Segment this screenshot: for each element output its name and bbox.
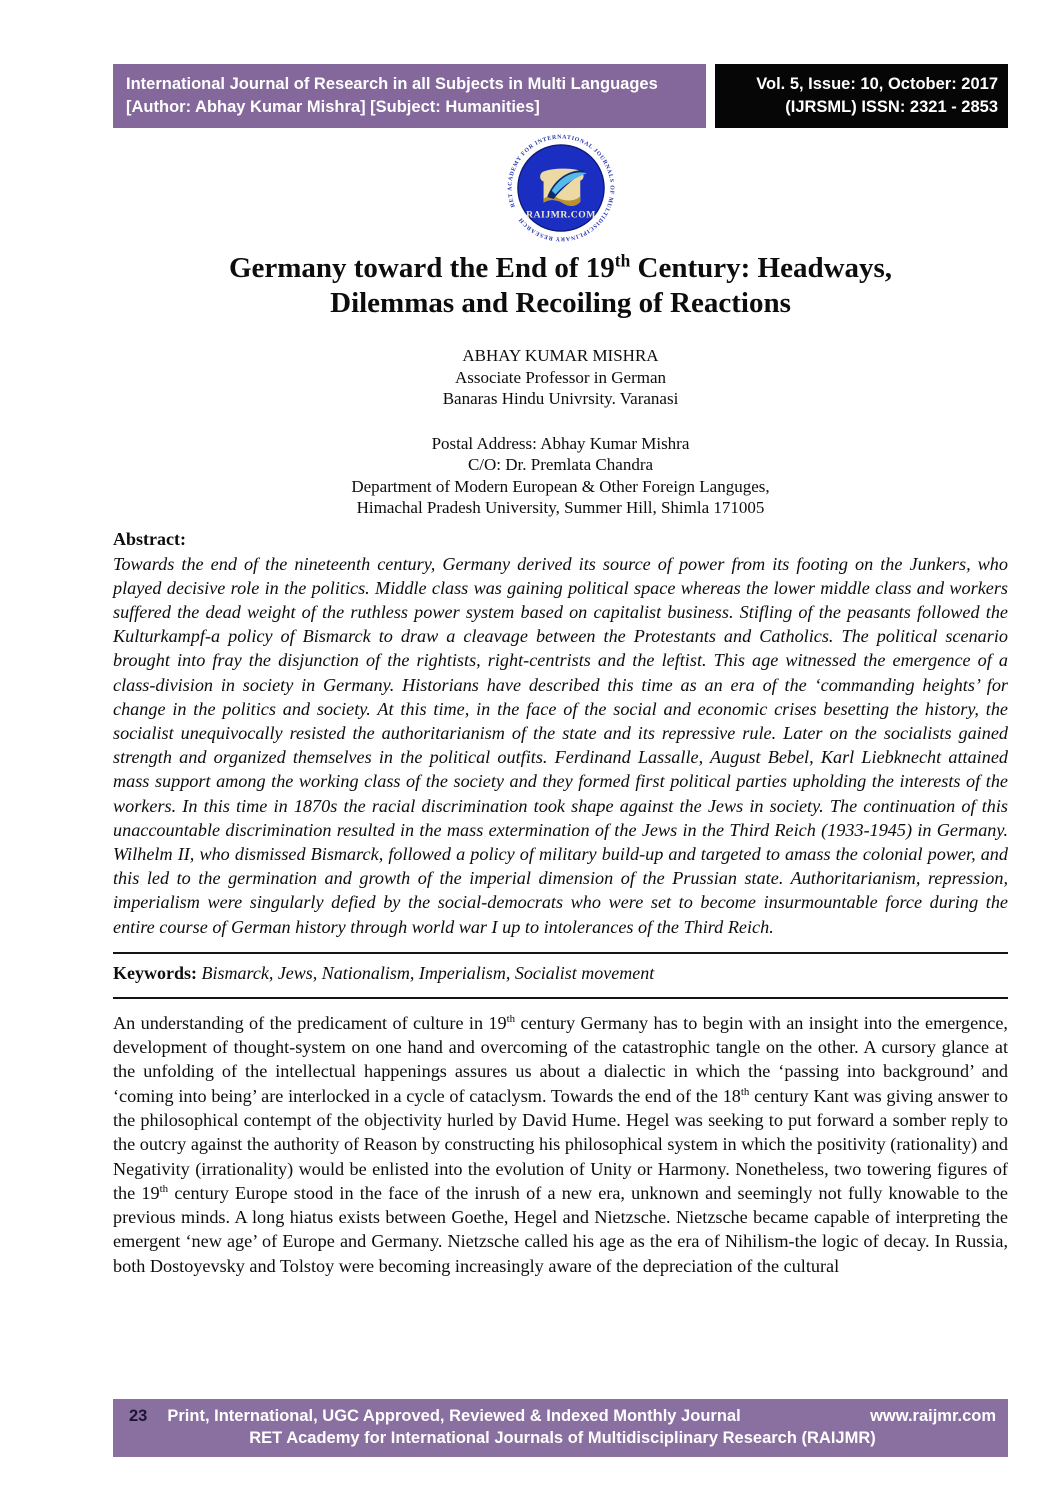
abstract-text: Towards the end of the nineteenth century, Germany derived its source of power from its footing on the Junkers, who played decisive role in the politics. Middle class was gaining political space whereas the lower middle class and workers suffered the dead weight of the ruthless power system based on capitalist business. Stifling of the peasants followed the Kulturkampf-a policy of Bismarck to draw a cleavage between the Protestants and Catholics. The political scenario brought into fray the disjunction of the rightists, right-centrists and the leftist. This age witnessed the emergence of a class-division in society in Germany. Historians have described this time as an era of the ‘commanding heights’ for change in the politics and society. At this time, in the face of the social and economic crises besetting the history, the socialist unequivocally resisted the authoritarianism of the state and its repressive rule. Later on the socialists gained strength and organized themselves in the political outfits. Ferdinand Lassalle, August Bebel, Karl Liebknecht attained mass support among the working class of the society and they formed first political parties upholding the interests of the workers. In this time in 1870s the racial discrimination took shape against the Jews in society. The continuation of this unaccountable discrimination resulted in the mass extermination of the Jews in the Third Reich (1933-1945) in Germany. Wilhelm II, who dismissed Bismarck, followed a policy of military build-up and targeted to amass the colonial power, and this led to the germination and growth of the imperial dimension of the Prussian state. Authoritarianism, repression, imperialism were singularly defied by the social-democrats who were set to become insurmountable force during the entire course of German history through world war I up to intolerances of the Third Reich.	[113, 553, 1008, 937]
issn-line: (IJRSML) ISSN: 2321 - 2853	[785, 98, 998, 116]
footer-line-1	[129, 1407, 996, 1426]
footer-academy-line: RET Academy for International Journals of Multidisciplinary Research (RAIJMR)	[249, 1429, 876, 1447]
page-footer	[113, 1399, 1008, 1457]
body-seg-3: century Europe stood in the face of the inrush of a new era, unknown and seemingly not fully knowable to the previous minds. A long hiatus exists between Goethe, Hegel and Nietzsche. Nietzsche became capable of interpreting the emergent ‘new age’ of Europe and Germany. Nietzsche called his age as the era of Nihilism-the logic of decay. In Russia, both Dostoyevsky and Tolstoy were becoming increasingly aware of the depreciation of the cultural	[113, 1182, 1008, 1276]
logo-text: RAIJMR.COM	[525, 209, 596, 221]
keywords-text: Bismarck, Jews, Nationalism, Imperialism, Socialist movement	[201, 962, 655, 983]
abstract-heading: Abstract:	[113, 528, 186, 549]
author-name: ABHAY KUMAR MISHRA	[462, 346, 659, 365]
postal-line-4: Himachal Pradesh University, Summer Hill, Shimla 171005	[356, 498, 765, 517]
logo-container	[113, 133, 1008, 243]
body-superscript-1: th	[740, 1085, 750, 1098]
keywords-divider-bottom	[113, 997, 1008, 999]
body-seg-1: century Germany has to begin with an insight into the emergence, development of thought-system on one hand and overcoming of the catastrophic tangle on the other. A cursory glance at the unfolding of the intellectual happenings assures us about a dialectic in which the ‘passing into background’ and ‘coming into being’ are interlocked in a cycle of cataclysm. Towards the end of the 18	[113, 1012, 1008, 1106]
author-affiliation: Banaras Hindu Univrsity. Varanasi	[442, 389, 679, 408]
postal-line-2: C/O: Dr. Premlata Chandra	[467, 455, 654, 474]
author-subject-line: [Author: Abhay Kumar Mishra] [Subject: Humanities]	[126, 98, 540, 116]
journal-header	[113, 64, 1008, 128]
postal-line-3: Department of Modern European & Other Foreign Languges,	[351, 476, 770, 496]
logo-ring-text: RET ACADEMY FOR INTERNATIONAL JOURNALS OF MULTIDISCIPLINARY RESEARCH	[506, 134, 615, 242]
issue-info-box	[715, 64, 1008, 128]
volume-issue-line: Vol. 5, Issue: 10, October: 2017	[756, 75, 998, 93]
body-seg-2: century Kant was giving answer to the philosophical contempt of the objectivity hurled by David Hume. Hegel was seeking to put forward a somber reply to the outcry against the authority of Reason by constructing his philosophical system in which the positivity (rationality) and Negativity (irrationality) would be enlisted into the evolution of Unity or Harmony. Nonetheless, two towering figures of the 19	[113, 1085, 1008, 1203]
keywords-divider-top	[113, 952, 1008, 954]
raijmr-logo-icon	[505, 133, 617, 243]
title-line2: Dilemmas and Recoiling of Reactions	[330, 287, 791, 319]
body-paragraph	[113, 1011, 1008, 1278]
footer-website: www.raijmr.com	[870, 1407, 996, 1425]
footer-journal-info: Print, International, UGC Approved, Reviewed & Indexed Monthly Journal	[167, 1407, 741, 1425]
page-number: 23	[129, 1407, 148, 1425]
title-superscript: th	[614, 250, 631, 271]
keywords-label: Keywords:	[113, 962, 197, 983]
author-position: Associate Professor in German	[454, 367, 667, 387]
postal-line-1: Postal Address: Abhay Kumar Mishra	[431, 433, 690, 453]
paper-title	[113, 251, 1008, 321]
paper-page	[113, 0, 1008, 1278]
journal-name: International Journal of Research in all Subjects in Multi Languages	[126, 75, 658, 93]
title-line1-end: Century: Headways,	[630, 252, 893, 284]
postal-address-block	[113, 433, 1008, 519]
title-line1: Germany toward the End of 19	[228, 252, 615, 284]
keywords-line	[113, 963, 1008, 984]
body-superscript-0: th	[506, 1012, 516, 1025]
body-seg-0: An understanding of the predicament of culture in 19	[113, 1012, 507, 1033]
body-superscript-2: th	[159, 1182, 169, 1195]
journal-title-box	[113, 64, 706, 128]
author-block	[113, 345, 1008, 410]
